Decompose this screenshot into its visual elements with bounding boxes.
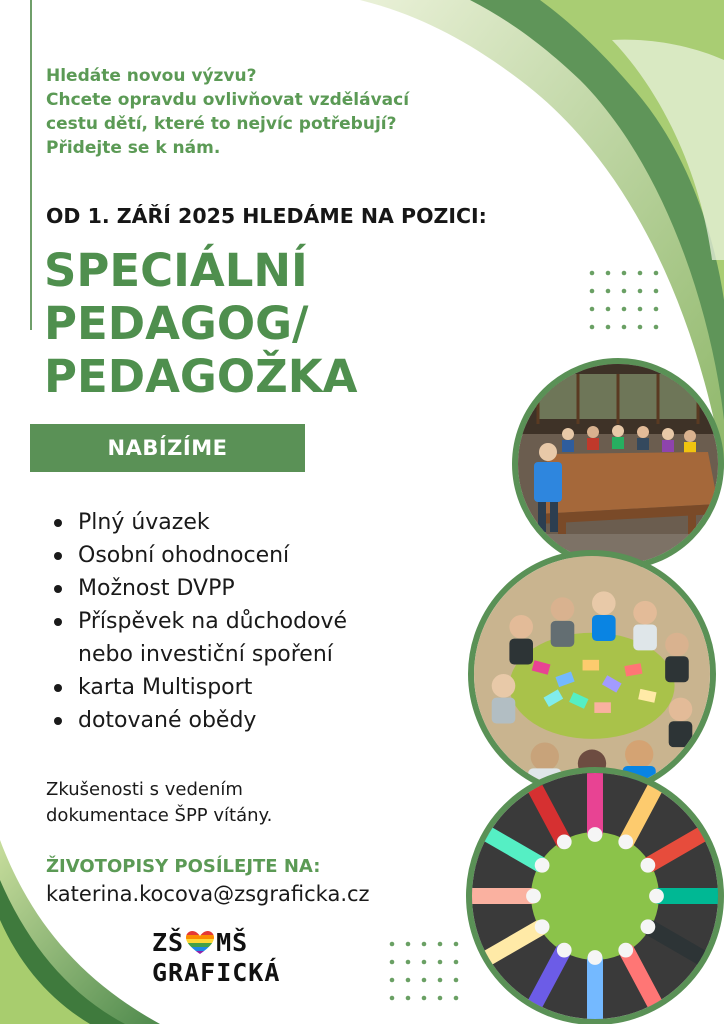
- photo-papers-image: [474, 556, 710, 792]
- offer-item-text: Příspěvek na důchodové: [78, 609, 348, 634]
- offer-item: [48, 506, 347, 539]
- intro-line: Hledáte novou výzvu?: [46, 66, 257, 86]
- job-title-line: PEDAGOŽKA: [44, 350, 358, 403]
- school-logo: [152, 928, 282, 998]
- logo-line-2: GRAFICKÁ: [152, 958, 281, 987]
- logo-text-zs: ZŠ: [152, 928, 185, 957]
- offer-list: [48, 506, 347, 737]
- intro-line: cestu dětí, které to nejvíc potřebují?: [46, 114, 397, 134]
- job-title-line: SPECIÁLNÍ: [44, 244, 308, 297]
- bullet-dot-icon: [54, 618, 62, 626]
- bullet-dot-icon: [54, 585, 62, 593]
- bullet-dot-icon: [54, 684, 62, 692]
- intro-text: [46, 64, 516, 160]
- position-headline: OD 1. ZÁŘÍ 2025 HLEDÁME NA POZICI:: [46, 204, 487, 228]
- photo-table-image: [518, 364, 718, 564]
- experience-line: Zkušenosti s vedením: [46, 779, 243, 800]
- offer-item: [48, 671, 347, 704]
- bullet-dot-icon: [54, 717, 62, 725]
- offer-item-text: Plný úvazek: [78, 510, 210, 535]
- experience-note: [46, 777, 272, 829]
- bullet-dot-icon: [54, 519, 62, 527]
- rainbow-heart-icon: [186, 931, 214, 955]
- logo-text-ms: MŠ: [216, 928, 249, 957]
- intro-line: Chcete opravdu ovlivňovat vzdělávací: [46, 90, 410, 110]
- offer-heading-banner: NABÍZÍME: [30, 424, 305, 472]
- offer-item: [48, 539, 347, 572]
- contact-email[interactable]: katerina.kocova@zsgraficka.cz: [46, 882, 370, 906]
- cv-heading: ŽIVOTOPISY POSÍLEJTE NA:: [46, 856, 321, 877]
- offer-item-continuation: [48, 638, 347, 671]
- dot-grid-right: [590, 271, 659, 330]
- offer-item-text: dotované obědy: [78, 708, 257, 733]
- logo-line-1: [152, 928, 282, 958]
- offer-item: [48, 605, 347, 638]
- vertical-divider-line: [30, 0, 32, 330]
- photo-children-at-table: [512, 358, 724, 570]
- offer-item-text: Možnost DVPP: [78, 576, 235, 601]
- experience-line: dokumentace ŠPP vítány.: [46, 805, 273, 826]
- dot-grid-bottom: [390, 942, 459, 1001]
- job-title: [44, 244, 357, 403]
- offer-item: [48, 572, 347, 605]
- offer-item-text: Osobní ohodnocení: [78, 543, 290, 568]
- offer-item-text: karta Multisport: [78, 675, 253, 700]
- photo-socks-circle: [466, 767, 724, 1024]
- photo-socks-image: [472, 773, 718, 1019]
- photo-children-with-papers: [468, 550, 716, 798]
- intro-line: Přidejte se k nám.: [46, 138, 221, 158]
- offer-item-text: nebo investiční spoření: [78, 642, 333, 667]
- bullet-dot-icon: [54, 552, 62, 560]
- offer-item: [48, 704, 347, 737]
- job-title-line: PEDAGOG/: [44, 297, 309, 350]
